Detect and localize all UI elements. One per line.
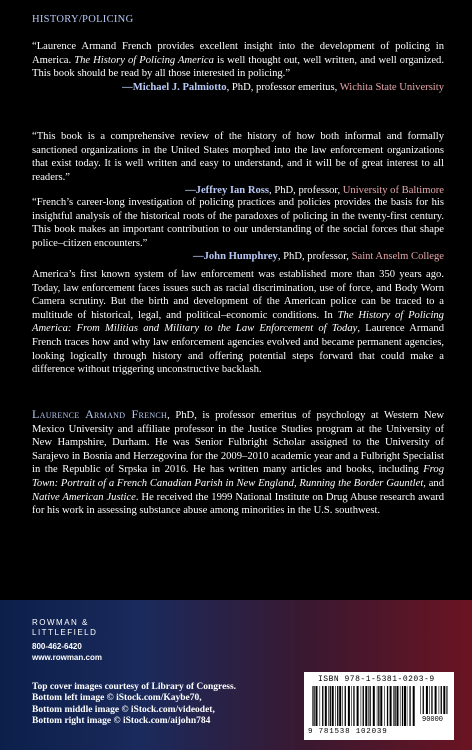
barcode-stripe bbox=[368, 686, 369, 726]
barcode-stripe bbox=[377, 686, 378, 726]
bio-text: and bbox=[425, 477, 444, 489]
barcode-stripe bbox=[353, 686, 354, 726]
blurb-attribution bbox=[32, 250, 444, 264]
barcode-stripe bbox=[370, 686, 371, 726]
bio-text: . He received the 1999 National Institute on Drug Abuse research award for his work in assessing substance abuse among minorities in the U.S. southwest. bbox=[32, 491, 444, 517]
barcode-stripe bbox=[337, 686, 338, 726]
credit-line: Bottom right image © iStock.com/aijohn784 bbox=[32, 716, 211, 727]
barcode-stripe bbox=[426, 686, 428, 714]
credit-line: Top cover images courtesy of Library of Congress. bbox=[32, 682, 237, 692]
ean-digits: 9 781538 102039 bbox=[308, 728, 388, 736]
barcode-stripe bbox=[394, 686, 395, 726]
blurb-quote: “French’s career-long investigation of policing practices and policies provides the basis for his insightful analysis of the historical roots of the paradoxes of policing in the twenty-first century. This book makes an important contribution to our understanding of the social forces that shape police–citizen encounters.” bbox=[32, 197, 444, 249]
barcode-stripe bbox=[402, 686, 403, 726]
blurb-role: , PhD, professor, bbox=[269, 185, 343, 197]
barcode-stripe bbox=[404, 686, 406, 726]
blurb-role: , PhD, professor emeritus, bbox=[226, 81, 340, 93]
publisher-phone: 800-462-6420 bbox=[32, 642, 82, 651]
barcode-stripe bbox=[384, 686, 385, 726]
category-label: HISTORY/POLICING bbox=[32, 14, 134, 25]
publisher-name-line2: LITTLEFIELD bbox=[32, 628, 98, 637]
publisher-block bbox=[32, 618, 102, 662]
author-name: Laurence Armand French bbox=[32, 407, 168, 421]
barcode-stripe bbox=[441, 686, 442, 714]
blurb-1 bbox=[32, 40, 444, 94]
barcode-stripe bbox=[380, 686, 382, 726]
blurb-author: —Jeffrey Ian Ross bbox=[185, 185, 270, 197]
barcode-stripe bbox=[330, 686, 331, 726]
barcode-stripe bbox=[328, 686, 329, 726]
blurb-institution: Wichita State University bbox=[339, 81, 444, 93]
blurb-quote: “This book is a comprehensive review of the history of how both informal and formally sanctioned organizations in the United States morphed into the law enforcement organizations that exist today. It is well written and easy to understand, and it will be of great interest to all readers.” bbox=[32, 131, 444, 183]
barcode-stripe bbox=[431, 686, 432, 714]
bio-text: , PhD, is professor emeritus of psychology at Western New Mexico University and affiliate professor in the Justice Studies program at the University of New Hampshire, Durham. He was Senior Fulbright Scholar assigned to the University of Sarajevo in Bosnia and Herzegovina for the 2009–2010 academic year and a Fulbright Specialist in the Republic of Srpska in 2016. He has written many articles and books, including bbox=[32, 410, 444, 476]
barcode-stripe bbox=[413, 686, 415, 726]
blurb-3 bbox=[32, 196, 444, 264]
barcode-stripe bbox=[335, 686, 336, 726]
barcode-stripe bbox=[409, 686, 410, 726]
barcode-stripe bbox=[332, 686, 334, 726]
blurb-2 bbox=[32, 130, 444, 198]
credit-line: Bottom middle image © iStock.com/videodet, bbox=[32, 704, 215, 715]
barcode-stripe bbox=[446, 686, 447, 714]
barcode-stripe bbox=[361, 686, 362, 726]
barcode-stripe bbox=[407, 686, 408, 726]
barcode-stripe bbox=[378, 686, 379, 726]
barcode-stripe bbox=[439, 686, 440, 714]
barcode-stripe bbox=[345, 686, 346, 726]
bio-book: Native American Justice bbox=[32, 491, 136, 503]
price-code: 90000 bbox=[422, 716, 444, 724]
description-text: , Laurence Armand French traces how and why law enforcement agencies evolved and became permanent agencies, looking logically through history and offering potential steps forward that could make a difference without triggering unconstructive backlash. bbox=[32, 323, 444, 376]
barcode-stripe bbox=[435, 686, 437, 714]
author-bio bbox=[32, 408, 444, 518]
barcode-stripe bbox=[420, 686, 421, 714]
description-book-title: The History of Policing America: From Militias and Military to the Law Enforcement of Today bbox=[32, 309, 444, 335]
barcode-stripe bbox=[390, 686, 392, 726]
barcode-stripe bbox=[316, 686, 318, 726]
isbn-barcode bbox=[304, 672, 454, 740]
barcode-stripe bbox=[325, 686, 327, 726]
barcode-stripe bbox=[373, 686, 375, 726]
description-text: America’s first known system of law enforcement was established more than 350 years ago. Today, law enforcement faces issues such as racial discrimination, use of force, and Body Worn Camera scrutiny. But the birth and development of the American police can be traced to a multitude of historical, legal, and political–economic conditions. In bbox=[32, 269, 444, 321]
barcode-stripe bbox=[348, 686, 350, 726]
barcode-stripe bbox=[397, 686, 399, 726]
book-description bbox=[32, 268, 444, 377]
barcode-stripe bbox=[448, 686, 449, 714]
blurb-attribution bbox=[32, 81, 444, 95]
barcode-stripe bbox=[342, 686, 343, 726]
image-credits bbox=[32, 682, 292, 728]
barcode-stripe bbox=[429, 686, 430, 714]
blurb-institution: University of Baltimore bbox=[342, 185, 444, 197]
barcode-icon bbox=[312, 686, 416, 726]
barcode-stripe bbox=[320, 686, 321, 726]
isbn-text: ISBN 978-1-5381-0203-9 bbox=[318, 675, 435, 684]
blurb-author: —John Humphrey bbox=[192, 251, 278, 263]
barcode-stripe bbox=[339, 686, 341, 726]
barcode-stripe bbox=[351, 686, 352, 726]
blurb-author: —Michael J. Palmiotto bbox=[122, 81, 227, 93]
barcode-stripe bbox=[357, 686, 359, 726]
barcode-stripe bbox=[423, 686, 424, 714]
publisher-url: www.rowman.com bbox=[32, 653, 102, 662]
barcode-stripe bbox=[387, 686, 388, 726]
price-barcode-icon bbox=[420, 686, 448, 714]
publisher-name-line1: ROWMAN & bbox=[32, 618, 89, 627]
barcode-stripe bbox=[363, 686, 364, 726]
barcode-stripe bbox=[365, 686, 367, 726]
barcode-stripe bbox=[393, 686, 394, 726]
barcode-stripe bbox=[312, 686, 313, 726]
blurb-role: , PhD, professor, bbox=[277, 251, 352, 263]
blurb-institution: Saint Anselm College bbox=[351, 251, 444, 263]
barcode-stripe bbox=[400, 686, 401, 726]
barcode-stripe bbox=[313, 686, 314, 726]
barcode-stripe bbox=[443, 686, 445, 714]
blurb-quote: “Laurence Armand French provides excellent insight into the development of policing in America. The History of Policing America is well thought out, well written, and well organized. This book should be read by all those interested in policing.” bbox=[32, 41, 444, 80]
bio-books: Frog Town: Portrait of a French Canadian Parish in New England, Running the Border Gauntlet, bbox=[32, 464, 444, 489]
credit-line: Bottom left image © iStock.com/Kaybe70, bbox=[32, 693, 202, 704]
barcode-stripe bbox=[322, 686, 323, 726]
